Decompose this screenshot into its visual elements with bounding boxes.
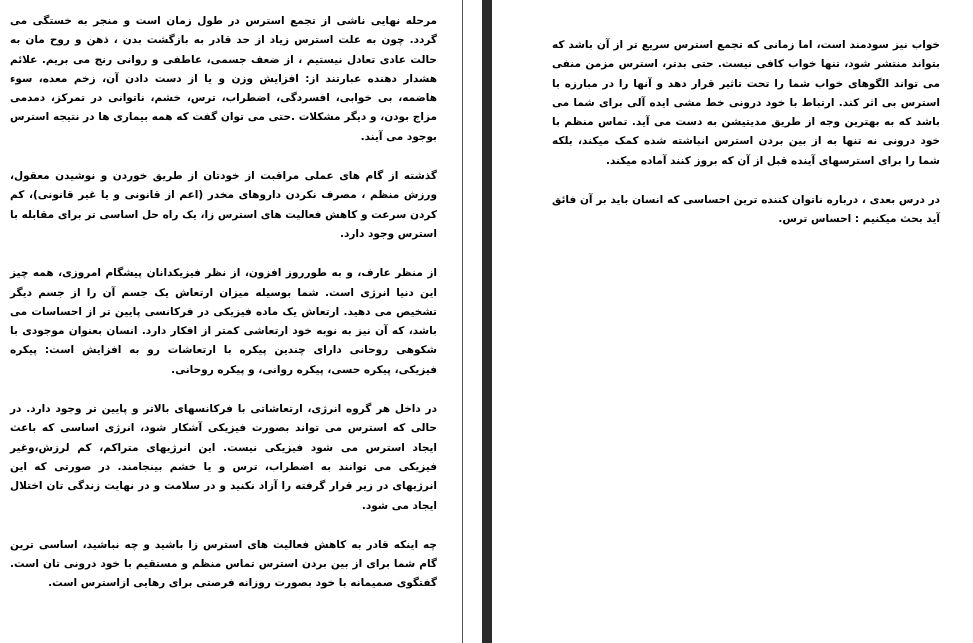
page-edge-divider [462, 0, 463, 643]
right-page [492, 0, 973, 643]
paragraph-energy-vibration: از منظر عارف، و به طورروز افزون، از نظر فیزیکدانان پیشگام امروزی، همه چیز این دنیا انرژی است. شما بوسیله میزان ارتعاش یک جسم آن را از جسم دیگر تشخیص می دهید. ارتعاش یک ماده فیزیکی در فرکانسی پایین تر از احساسات می باشد، که آن نیز به نوبه خود ارتعاشی کمتر از افکار دارد. انسان بعنوان موجودی با شکوهی روحانی دارای چندین پیکره با ارتعاشات رو به افزایش است: پیکره فیزیکی، پیکره حسی، پیکره روانی، و پیکره روحانی. [10, 267, 437, 376]
left-page-text-column [10, 12, 437, 614]
left-page [0, 0, 462, 643]
paragraph-next-lesson: در درس بعدی ، درباره ناتوان کننده ترین احساسی که انسان باید بر آن فائق آید بحث میکنیم : احساس ترس. [552, 194, 940, 226]
paragraph-inner-self-contact: چه اینکه قادر به کاهش فعالیت های استرس زا باشید و چه نباشید، اساسی ترین گام شما برای از بین بردن استرس تماس منظم و مستقیم با خود درونی تان است. گفتگوی صمیمانه با خود بصورت روزانه فرصتی برای رهایی ازاسترس است. [10, 538, 437, 590]
paragraph-sleep-and-stress: خواب نیز سودمند است، اما زمانی که تجمع استرس سریع تر از آن باشد که بتواند منتشر شود، تنها خواب کافی نیست. حتی بدتر، استرس مزمن منفی می تواند الگوهای خواب شما را تحت تاثیر قرار دهد و آنها را در مبارزه با استرس بی اثر کند. ارتباط با خود درونی خط مشی ایده آلی برای شما می باشد که به بهترین وجه از طریق مدیتیشن به دست می آید. تماس منظم با خود درونی نه تنها به از بین بردن استرس انباشته شده کمک میکند، بلکه شما را برای استرسهای آینده قبل از آن که بروز کنند آماده میکند. [552, 39, 940, 167]
paragraph-practical-steps: گذشته از گام های عملی مراقبت از خودتان از طریق خوردن و نوشیدن معقول، ورزش منظم ، مصرف نکردن داروهای مخدر (اعم از قانونی و یا غیر قانونی)، کم کردن سرعت و کاهش فعالیت های استرس زا، یک راه حل اساسی تر برای مقابله با استرس وجود دارد. [10, 170, 437, 240]
right-page-text-column [552, 36, 940, 250]
paragraph-stress-final-stage: مرحله نهایی ناشی از تجمع استرس در طول زمان است و منجر به خستگی می گردد. چون به علت استرس زیاد از حد قادر به بازگشت بدن ، ذهن و روح مان به حالت عادی تعادل نیستیم ، از ضعف جسمی، عاطفی و روانی رنج می بریم. علائم هشدار دهنده عبارتند از: افزایش وزن و یا از دست دادن آن، زخم معده، سوء هاضمه، بی خوابی، افسردگی، اضطراب، ترس، خشم، ناتوانی در تمرکز، دمدمی مزاج بودن، و دیگر مشکلات .حتی می توان گفت که همه بیماری ها در نتیجه استرس بوجود می آیند. [10, 15, 437, 143]
page-gutter [482, 0, 492, 643]
paragraph-energy-groups: در داخل هر گروه انرژی، ارتعاشاتی با فرکانسهای بالاتر و پایین تر وجود دارد. در حالی که استرس می تواند بصورت فیزیکی آشکار شود، انرژی اساسی که باعث ایجاد استرس می شود فیزیکی نیست. این انرژیهای متراکم، کم لرزش،وغیر فیزیکی می توانند به اضطراب، ترس و یا خشم بینجامند. در صورتی که این انرژیهای در زیر قرار گرفته را آزاد نکنید و در سلامت و در نهایت زندگی تان اختلال ایجاد می شود. [10, 403, 437, 512]
